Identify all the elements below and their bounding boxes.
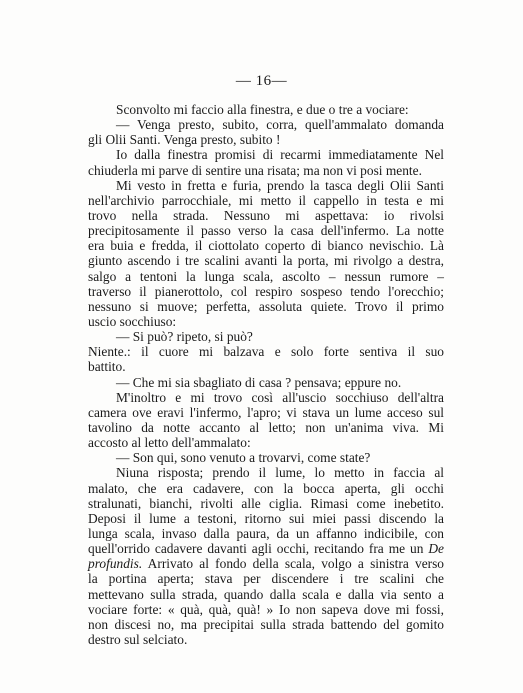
- line-text: uscio socchiuso:: [88, 313, 177, 329]
- line-text: — Son qui, sono venuto a trovarvi, come state?: [116, 450, 371, 466]
- text-line: [88, 496, 444, 511]
- line-text: lunga scala, invaso dalla paura, da un affanno indicibile, con: [88, 525, 444, 541]
- text-line: [88, 299, 444, 314]
- line-text: — Venga presto, subito, corra, quell'ammalato domanda: [116, 117, 444, 133]
- line-text: non discesi no, ma precipitai sulla strada battendo del gomito: [88, 616, 444, 632]
- text-line: [88, 329, 444, 344]
- line-text-rest: Arrivato al fondo della scala, volgo a sinistra verso: [142, 556, 444, 572]
- text-line: [88, 450, 444, 465]
- text-line: [88, 541, 444, 556]
- body-text: [88, 102, 444, 647]
- line-text: nessuno si muove; perfetta, assoluta quiete. Trovo il primo: [88, 298, 444, 314]
- line-text: — Si può? ripeto, si può?: [116, 329, 253, 345]
- text-line: [88, 375, 444, 390]
- text-line: [88, 420, 444, 435]
- line-text: Niuna risposta; prendo il lume, lo metto in faccia al: [116, 465, 444, 481]
- text-line: [88, 314, 444, 329]
- text-line: [88, 556, 444, 571]
- line-text: Sconvolto mi faccio alla finestra, e due o tre a vociare:: [116, 102, 409, 117]
- text-line: [88, 390, 444, 405]
- line-text: Deposi il lume a testoni, ritorno sui miei passi discendo la: [88, 510, 444, 526]
- text-line: [88, 147, 444, 162]
- text-line: [88, 359, 444, 374]
- line-text: vociare forte: « quà, quà, quà! » Io non sapeva dove mi fossi,: [88, 601, 444, 617]
- text-line: [88, 481, 444, 496]
- text-line: [88, 465, 444, 480]
- text-line: [88, 602, 444, 617]
- text-line: [88, 284, 444, 299]
- text-line: [88, 587, 444, 602]
- text-line: [88, 163, 444, 178]
- text-line: [88, 617, 444, 632]
- text-line: [88, 102, 444, 117]
- line-text: la portina aperta; stava per discendere i tre scalini che: [88, 571, 444, 587]
- line-text: salgo a tentoni la lunga scala, ascolto – nessun rumore –: [88, 268, 444, 284]
- line-text: Io dalla finestra promisi di recarmi immediatamente Nel: [116, 147, 444, 163]
- text-line: [88, 117, 444, 132]
- line-text: Mi vesto in fretta e furia, prendo la tasca degli Olii Santi: [116, 177, 444, 193]
- line-text: chiuderla mi parve di sentire una risata; ma non vi posi mente.: [88, 162, 422, 178]
- line-text: trovo nella strada. Nessuno mi aspettava: io rivolsi: [88, 207, 444, 223]
- text-line: [88, 269, 444, 284]
- line-text: accosto al letto dell'ammalato:: [88, 435, 251, 451]
- text-line: [88, 193, 444, 208]
- line-text: Niente.: il cuore mi balzava e solo forte sentiva il suo: [88, 344, 444, 360]
- text-line: [88, 238, 444, 253]
- text-line: [88, 435, 444, 450]
- text-line: [88, 526, 444, 541]
- line-text: nell'archivio parrocchiale, mi metto il cappello in testa e mi: [88, 192, 444, 208]
- line-text: battito.: [88, 359, 126, 375]
- text-line: [88, 223, 444, 238]
- text-line: [88, 208, 444, 223]
- line-text: stralunati, bianchi, rivolti alle ciglia. Rimasi come inebetito.: [88, 495, 444, 511]
- text-line: [88, 511, 444, 526]
- line-text: giunto ascendo i tre scalini avanti la porta, mi rivolgo a destra,: [88, 253, 444, 269]
- line-text: camera ove eravi l'infermo, l'apro; vi stava un lume acceso sul: [88, 404, 444, 420]
- line-text: tavolino da notte accanto al letto; non un'anima viva. Mi: [88, 419, 444, 435]
- line-text: gli Olii Santi. Venga presto, subito !: [88, 132, 281, 148]
- text-line: [88, 571, 444, 586]
- italic-text: De: [428, 541, 444, 557]
- text-line: [88, 178, 444, 193]
- line-text: M'inoltro e mi trovo così all'uscio socchiuso dell'altra: [116, 389, 444, 405]
- text-line: [88, 405, 444, 420]
- text-line: [88, 632, 444, 647]
- italic-text: profundis.: [88, 556, 143, 572]
- text-line: [88, 344, 444, 359]
- line-text: quell'orrido cadavere davanti agli occhi, recitando fra me un: [88, 541, 424, 557]
- page-number: — 16—: [235, 73, 288, 89]
- text-line: [88, 132, 444, 147]
- line-text: destro sul selciato.: [88, 631, 188, 647]
- line-text: — Che mi sia sbagliato di casa ? pensava; eppure no.: [116, 374, 402, 390]
- line-text: traverso il pianerottolo, col respiro sospeso tendo l'orecchio;: [88, 283, 444, 299]
- line-text: precipitosamente il passo verso la casa dell'infermo. La notte: [88, 223, 444, 239]
- line-text: malato, che era cadavere, con la bocca aperta, gli occhi: [88, 480, 444, 496]
- text-line: [88, 253, 444, 268]
- line-text: mettevano sulla strada, quando dalla scala e dalla via sento a: [88, 586, 444, 602]
- line-text: era buia e fredda, il ciottolato coperto di bianco nevischio. Là: [88, 238, 444, 254]
